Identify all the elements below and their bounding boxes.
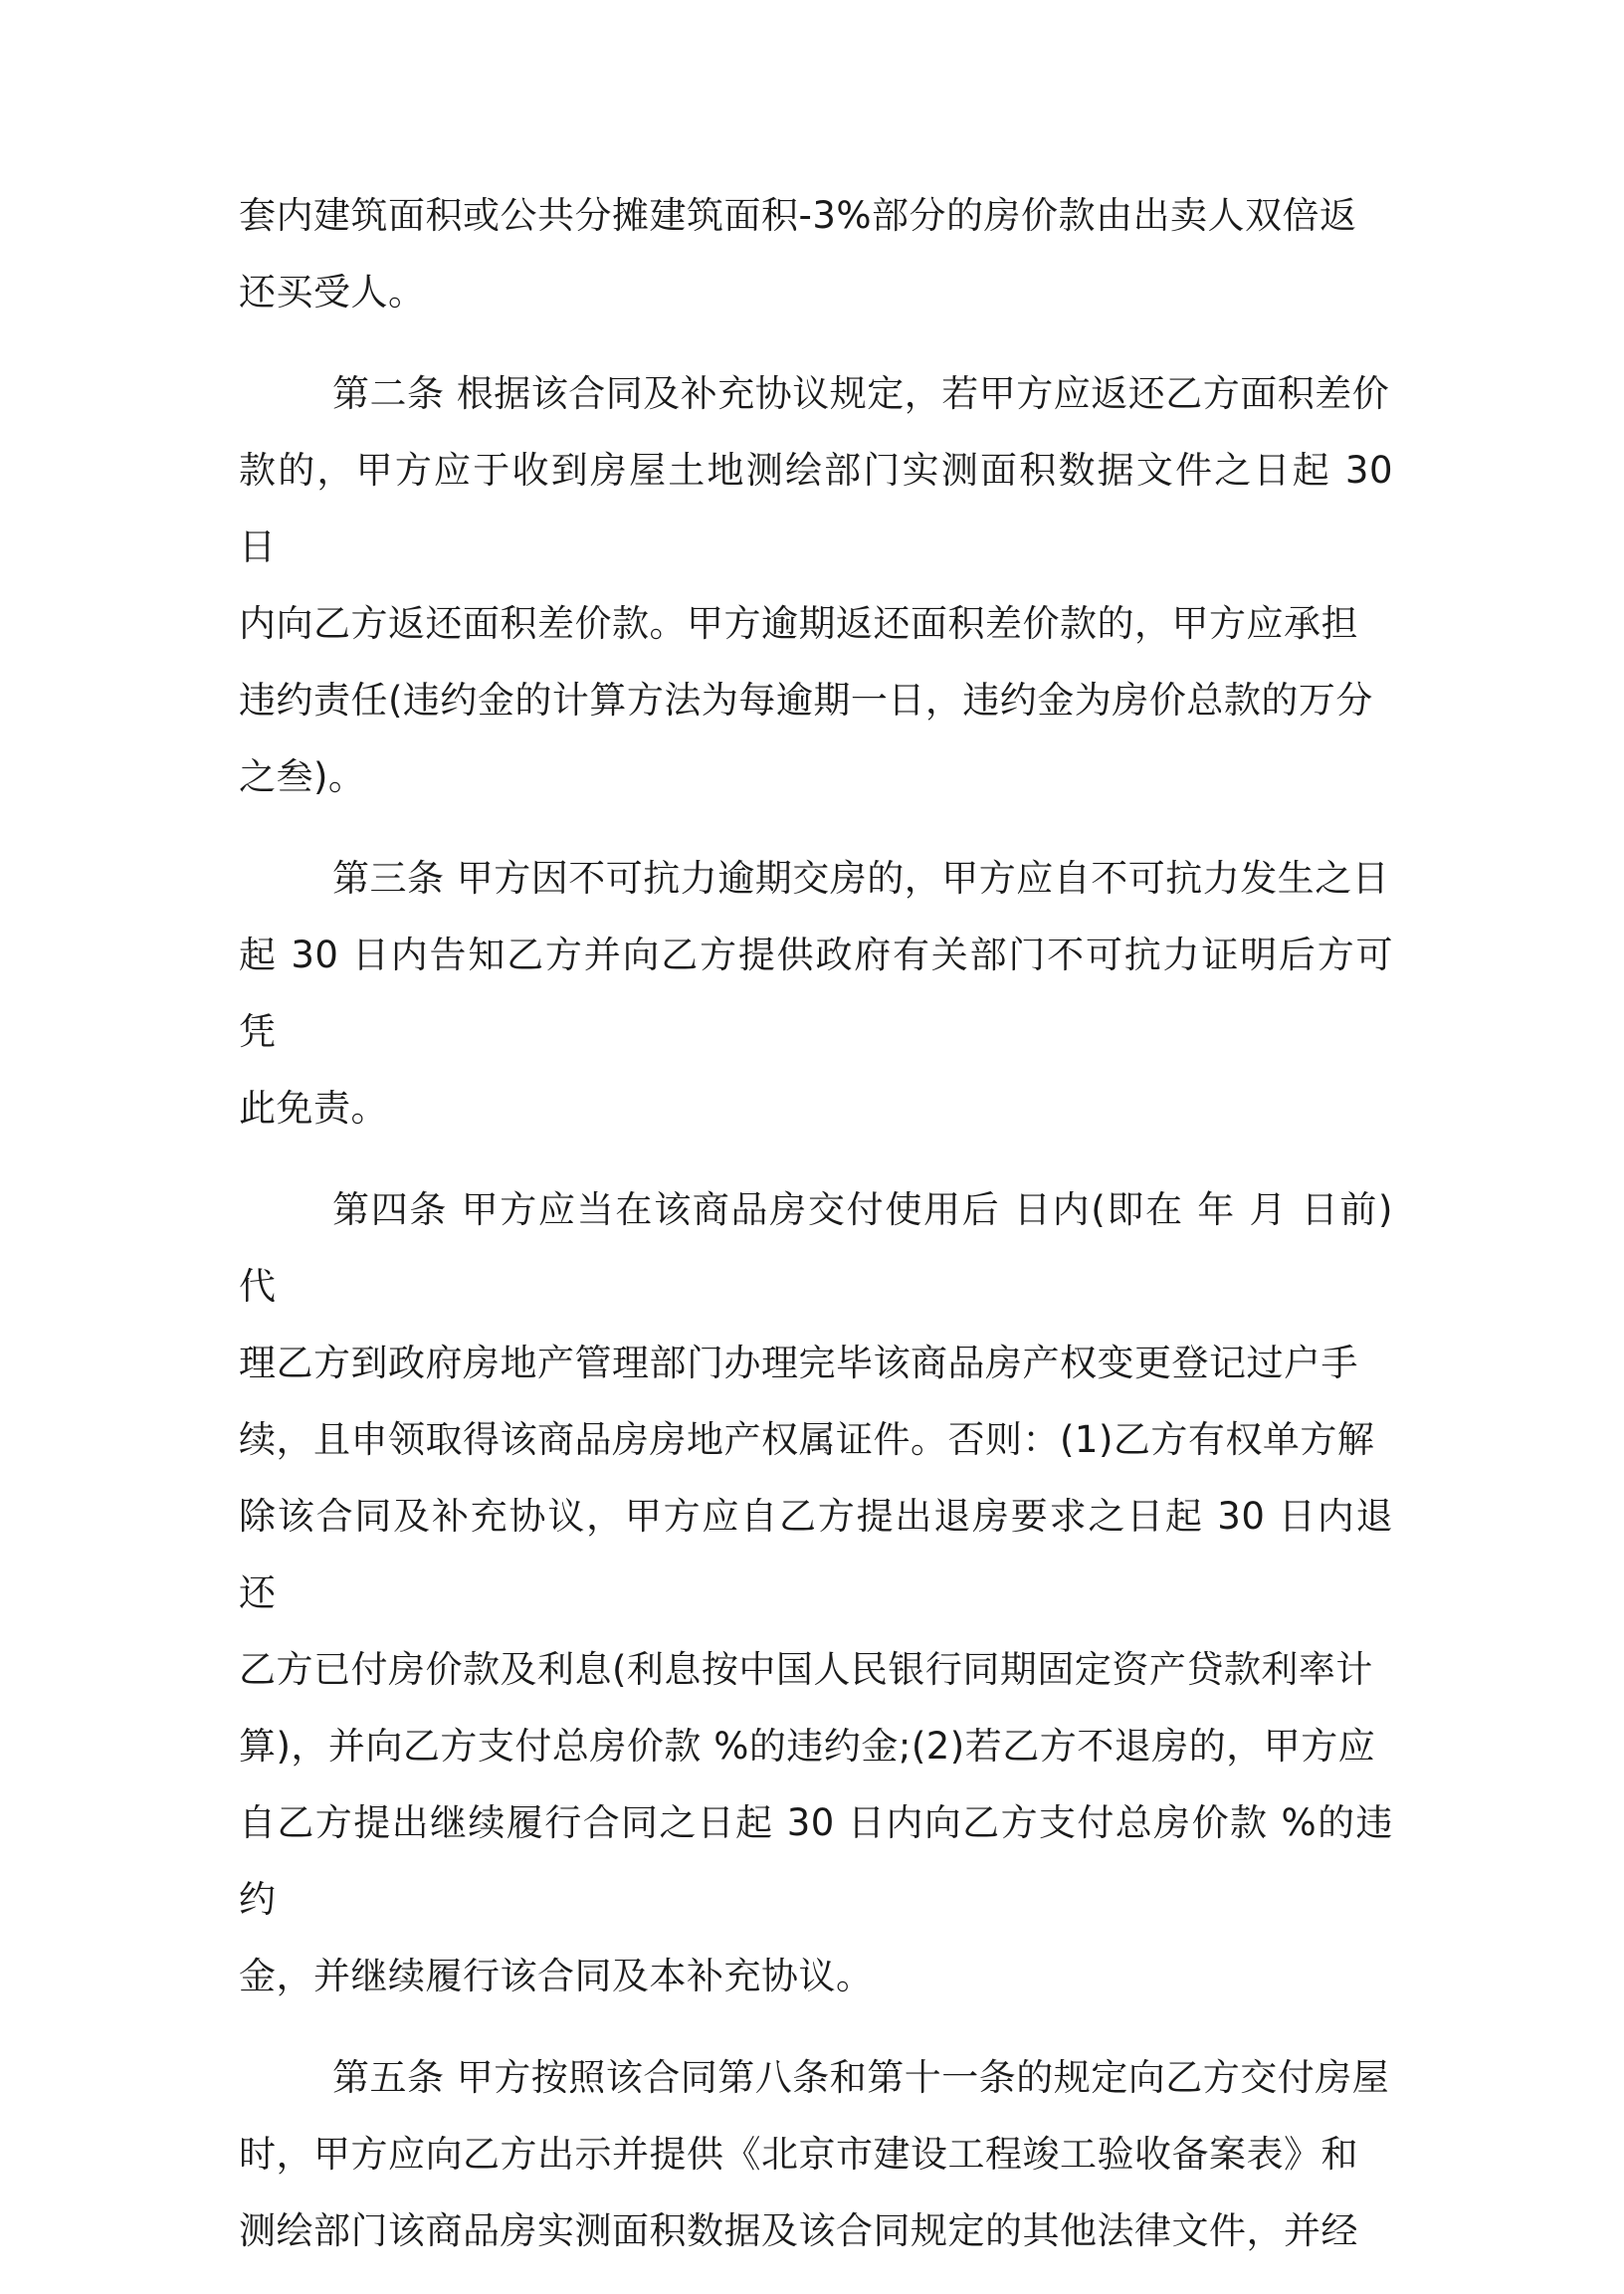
document-page	[239, 177, 1393, 2294]
text-line: 测绘部门该商品房实测面积数据及该合同规定的其他法律文件，并经	[239, 2209, 1358, 2252]
text-line: 第三条 甲方因不可抗力逾期交房的，甲方应自不可抗力发生之日	[332, 857, 1390, 900]
text-line: 第五条 甲方按照该合同第八条和第十一条的规定向乙方交付房屋	[332, 2056, 1390, 2099]
text-line: 还买受人。	[239, 271, 426, 313]
text-line: 乙方已付房价款及利息(利息按中国人民银行同期固定资产贷款利率计	[239, 1648, 1373, 1691]
text-line: 起 30 日内告知乙方并向乙方提供政府有关部门不可抗力证明后方可凭	[239, 934, 1393, 1053]
text-line: 款的，甲方应于收到房屋土地测绘部门实测面积数据文件之日起 30 日	[239, 449, 1393, 568]
text-line: 续，且申领取得该商品房房地产权属证件。否则：(1)乙方有权单方解	[239, 1418, 1375, 1461]
text-line: 第四条 甲方应当在该商品房交付使用后 日内(即在 年 月 日前)代	[239, 1188, 1393, 1308]
paragraph-article-3	[239, 840, 1393, 1147]
text-line: 理乙方到政府房地产管理部门办理完毕该商品房产权变更登记过户手	[239, 1342, 1358, 1384]
text-line: 时，甲方应向乙方出示并提供《北京市建设工程竣工验收备案表》和	[239, 2133, 1358, 2176]
paragraph-article-4	[239, 1171, 1393, 2014]
text-line: 第二条 根据该合同及补充协议规定，若甲方应返还乙方面积差价	[332, 372, 1390, 415]
text-line: 内向乙方返还面积差价款。甲方逾期返还面积差价款的，甲方应承担	[239, 602, 1358, 645]
text-line: 自乙方提出继续履行合同之日起 30 日内向乙方支付总房价款 %的违约	[239, 1801, 1393, 1921]
text-line: 套内建筑面积或公共分摊建筑面积-3%部分的房价款由出卖人双倍返	[239, 194, 1357, 237]
paragraph-article-2	[239, 355, 1393, 815]
text-line: 之叁)。	[239, 755, 366, 798]
text-line: 此免责。	[239, 1087, 388, 1130]
text-line: 除该合同及补充协议，甲方应自乙方提出退房要求之日起 30 日内退还	[239, 1495, 1393, 1614]
paragraph-article-5	[239, 2039, 1393, 2269]
text-line: 违约责任(违约金的计算方法为每逾期一日，违约金为房价总款的万分	[239, 679, 1373, 722]
text-line: 金，并继续履行该合同及本补充协议。	[239, 1955, 874, 1997]
paragraph-continuation	[239, 177, 1393, 330]
text-line: 算)，并向乙方支付总房价款 %的违约金;(2)若乙方不退房的，甲方应	[239, 1725, 1376, 1768]
